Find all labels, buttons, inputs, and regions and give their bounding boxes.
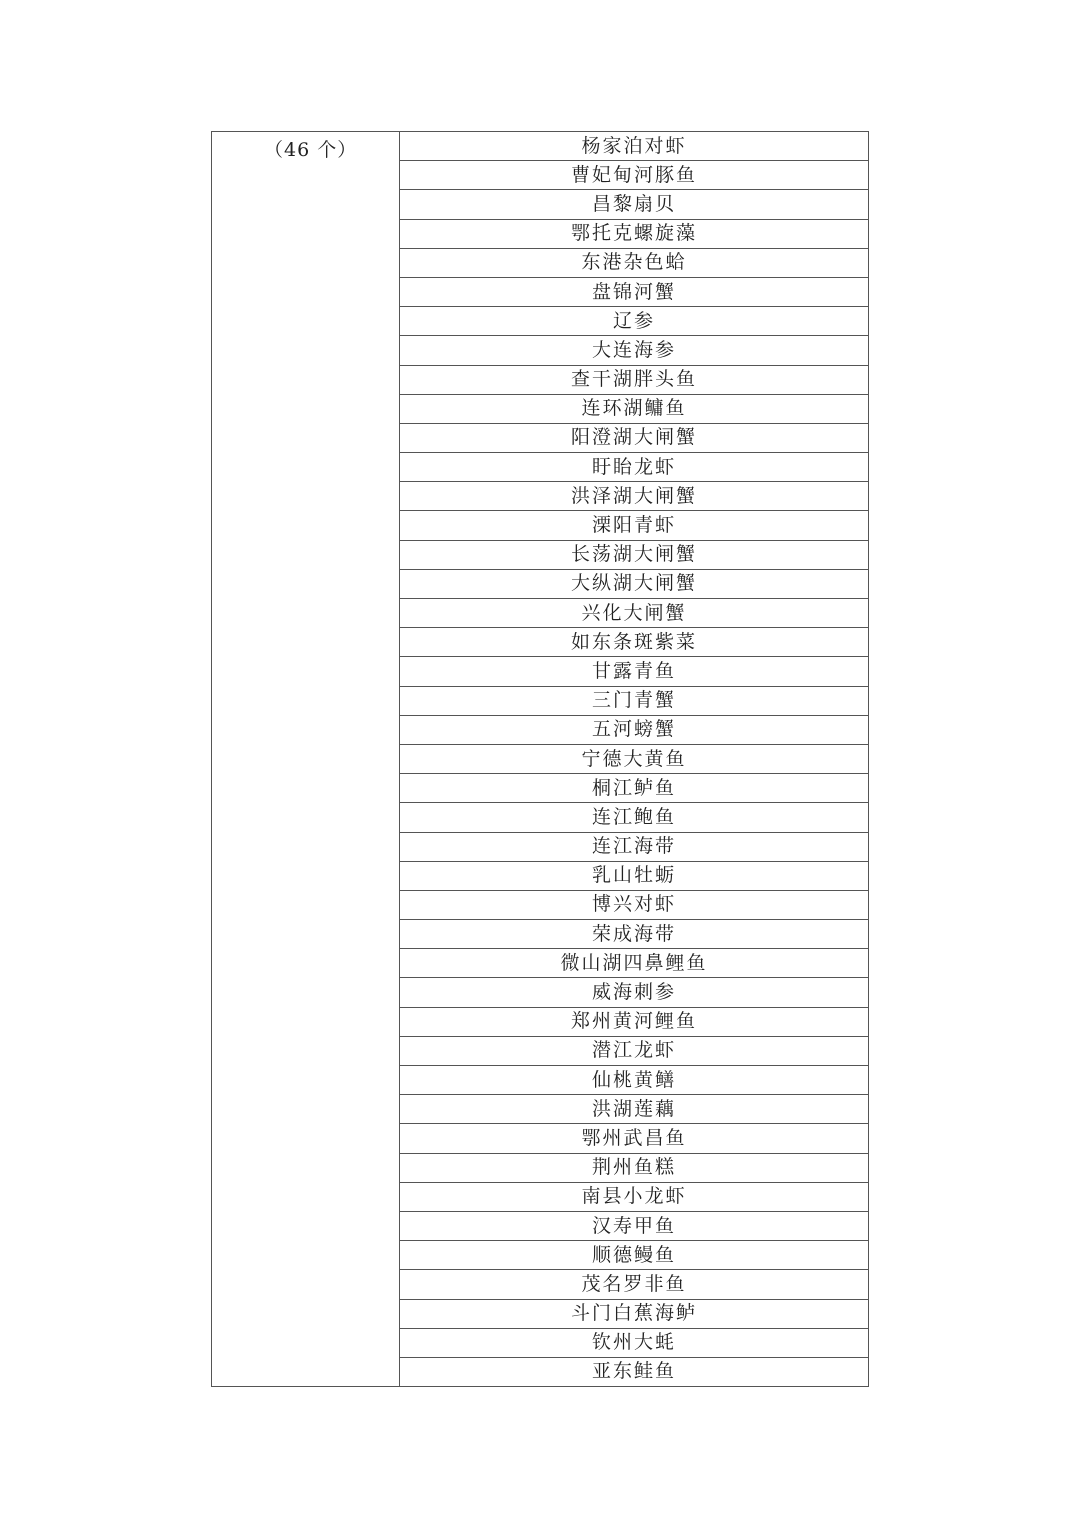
product-cell: 兴化大闸蟹 <box>400 599 869 628</box>
product-cell: 连江鲍鱼 <box>400 803 869 832</box>
product-cell: 桐江鲈鱼 <box>400 774 869 803</box>
table-row <box>212 132 869 161</box>
product-cell: 潜江龙虾 <box>400 1036 869 1065</box>
product-cell: 微山湖四鼻鲤鱼 <box>400 949 869 978</box>
product-cell: 杨家泊对虾 <box>400 132 869 161</box>
product-cell: 荆州鱼糕 <box>400 1153 869 1182</box>
product-cell: 连江海带 <box>400 832 869 861</box>
product-cell: 溧阳青虾 <box>400 511 869 540</box>
product-cell: 南县小龙虾 <box>400 1182 869 1211</box>
product-cell: 昌黎扇贝 <box>400 190 869 219</box>
product-cell: 洪湖莲藕 <box>400 1095 869 1124</box>
product-cell: 荣成海带 <box>400 920 869 949</box>
product-cell: 辽参 <box>400 307 869 336</box>
product-cell: 茂名罗非鱼 <box>400 1270 869 1299</box>
product-cell: 威海刺参 <box>400 978 869 1007</box>
product-cell: 钦州大蚝 <box>400 1328 869 1357</box>
product-cell: 斗门白蕉海鲈 <box>400 1299 869 1328</box>
product-cell: 甘露青鱼 <box>400 657 869 686</box>
product-cell: 汉寿甲鱼 <box>400 1211 869 1240</box>
category-count-label: （46 个） <box>264 139 358 161</box>
product-cell: 盘锦河蟹 <box>400 277 869 306</box>
product-cell: 五河螃蟹 <box>400 715 869 744</box>
product-cell: 大连海参 <box>400 336 869 365</box>
product-cell: 盱眙龙虾 <box>400 453 869 482</box>
category-count-cell <box>212 132 400 1387</box>
product-cell: 长荡湖大闸蟹 <box>400 540 869 569</box>
product-cell: 三门青蟹 <box>400 686 869 715</box>
product-cell: 连环湖鳙鱼 <box>400 394 869 423</box>
product-cell: 东港杂色蛤 <box>400 248 869 277</box>
product-cell: 曹妃甸河豚鱼 <box>400 161 869 190</box>
product-cell: 乳山牡蛎 <box>400 861 869 890</box>
product-cell: 亚东鲑鱼 <box>400 1357 869 1386</box>
product-cell: 阳澄湖大闸蟹 <box>400 423 869 452</box>
product-cell: 鄂州武昌鱼 <box>400 1124 869 1153</box>
product-cell: 宁德大黄鱼 <box>400 744 869 773</box>
product-cell: 洪泽湖大闸蟹 <box>400 482 869 511</box>
product-cell: 大纵湖大闸蟹 <box>400 569 869 598</box>
products-table <box>211 131 869 1387</box>
product-cell: 仙桃黄鳝 <box>400 1066 869 1095</box>
table-body <box>212 132 869 1387</box>
product-cell: 郑州黄河鲤鱼 <box>400 1007 869 1036</box>
product-cell: 如东条斑紫菜 <box>400 628 869 657</box>
product-cell: 查干湖胖头鱼 <box>400 365 869 394</box>
product-cell: 博兴对虾 <box>400 890 869 919</box>
product-cell: 鄂托克螺旋藻 <box>400 219 869 248</box>
product-cell: 顺德鳗鱼 <box>400 1241 869 1270</box>
